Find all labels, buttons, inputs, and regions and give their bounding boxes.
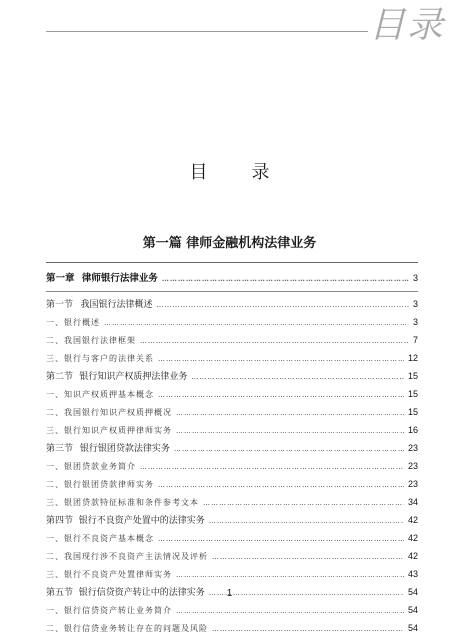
item-page: 34 [407, 497, 418, 507]
item-page: 43 [407, 569, 418, 579]
item-title: 二、我国银行法律框架 [46, 336, 136, 345]
section-title: 银行信贷资产转让中的法律实务 [78, 588, 205, 598]
toc-item-row[interactable] [46, 457, 418, 475]
leader-dots [176, 566, 404, 584]
item-title: 一、银行不良资产基本概念 [46, 534, 154, 543]
toc-item-row[interactable] [46, 385, 418, 403]
leader-dots [176, 422, 404, 440]
running-header-title: 目录 [368, 5, 445, 46]
section-number: 第五节 [46, 588, 74, 598]
leader-dots [162, 266, 409, 292]
leader-dots [140, 458, 404, 476]
item-page: 42 [407, 533, 418, 543]
leader-dots [158, 350, 404, 368]
leader-dots [176, 404, 404, 422]
item-page: 54 [407, 605, 418, 615]
toc-item-row[interactable] [46, 601, 418, 619]
item-title: 二、我国银行知识产权质押概况 [46, 408, 172, 417]
section-number: 第四节 [46, 516, 74, 526]
item-page: 23 [407, 461, 418, 471]
toc-section-row[interactable] [46, 367, 418, 385]
leader-dots [158, 530, 404, 548]
item-title: 三、银行不良资产处置律师实务 [46, 570, 172, 579]
item-title: 一、银行概述 [46, 318, 100, 327]
leader-dots [157, 296, 409, 314]
item-page: 15 [407, 407, 418, 417]
item-page: 54 [407, 623, 418, 633]
section-page: 54 [407, 587, 418, 597]
toc-item-row[interactable] [46, 565, 418, 583]
page-title: 目录 [189, 162, 314, 183]
toc-item-row[interactable] [46, 421, 418, 439]
toc-chapter-row[interactable] [46, 265, 418, 291]
toc-item-row[interactable] [46, 403, 418, 421]
leader-dots [209, 512, 404, 530]
section-page: 3 [412, 299, 418, 309]
section-number: 第一节 [46, 300, 74, 310]
leader-dots [140, 332, 409, 350]
toc-item-row[interactable] [46, 475, 418, 493]
item-title: 一、银行信贷资产转让业务简介 [46, 606, 172, 615]
section-page: 42 [407, 515, 418, 525]
item-title: 三、银行与客户的法律关系 [46, 354, 154, 363]
item-page: 23 [407, 479, 418, 489]
chapter-number: 第一章 [46, 273, 75, 284]
leader-dots [158, 476, 404, 494]
section-page: 15 [407, 371, 418, 381]
section-title: 银行银团贷款法律实务 [79, 444, 170, 454]
item-title: 二、银行信贷业务转让存在的问题及风险 [46, 624, 208, 633]
section-title: 银行不良资产处置中的法律实务 [78, 516, 205, 526]
leader-dots [158, 386, 404, 404]
section-title: 银行知识产权质押法律业务 [79, 372, 188, 382]
toc-item-row[interactable] [46, 331, 418, 349]
chapter-title: 律师银行法律业务 [81, 273, 158, 284]
section-title: 我国银行法律概述 [80, 300, 153, 310]
toc-item-row[interactable] [46, 349, 418, 367]
leader-dots [212, 620, 404, 638]
toc-item-row[interactable] [46, 547, 418, 565]
section-page: 23 [407, 443, 418, 453]
item-title: 三、银行知识产权质押律师实务 [46, 426, 172, 435]
part-title: 第一篇 律师金融机构法律业务 [142, 236, 317, 251]
toc-item-row[interactable] [46, 529, 418, 547]
leader-dots [176, 602, 404, 620]
toc-item-row[interactable] [46, 619, 418, 637]
section-number: 第二节 [46, 372, 74, 382]
item-page: 15 [407, 389, 418, 399]
chapter-page: 3 [412, 273, 418, 283]
item-page: 42 [407, 551, 418, 561]
item-title: 二、银行银团贷款律师实务 [46, 480, 154, 489]
toc-item-row[interactable] [46, 493, 418, 511]
leader-dots [174, 440, 404, 458]
toc-top-rule [46, 262, 418, 263]
toc-section-row[interactable] [46, 511, 418, 529]
leader-dots [212, 548, 404, 566]
section-number: 第三节 [46, 444, 74, 454]
item-title: 三、银团贷款特征标准和条件参考文本 [46, 498, 199, 507]
item-title: 二、我国现行涉不良资产主法情况及评析 [46, 552, 208, 561]
header-rule [46, 31, 368, 32]
toc-item-row[interactable] [46, 313, 418, 331]
page-number: 1 [226, 588, 233, 599]
toc-section-row[interactable] [46, 439, 418, 457]
item-title: 一、知识产权质押基本概念 [46, 390, 154, 399]
item-page: 12 [407, 353, 418, 363]
toc-section-row[interactable] [46, 295, 418, 313]
leader-dots [104, 314, 409, 332]
table-of-contents [46, 265, 418, 637]
item-page: 3 [412, 317, 418, 327]
leader-dots [203, 494, 404, 512]
item-page: 16 [407, 425, 418, 435]
item-page: 7 [412, 335, 418, 345]
leader-dots [191, 368, 404, 386]
item-title: 一、银团贷款业务简介 [46, 462, 136, 471]
